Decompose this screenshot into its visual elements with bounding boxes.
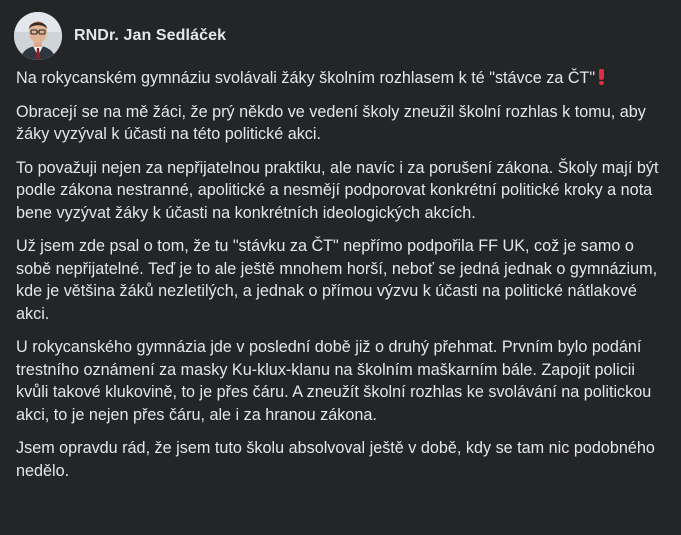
post-body bbox=[16, 67, 671, 493]
post-paragraph: Jsem opravdu rád, že jsem tuto školu absolvoval ještě v době, kdy se tam nic podobného nedělo. bbox=[16, 439, 655, 480]
post-paragraph: Už jsem zde psal o tom, že tu "stávku za ČT" nepřímo podpořila FF UK, což je samo o sobě nepřijatelné. Teď je to ale ještě mnohem horší, neboť se jedná jednak o gymnázium, kde je většina žáků nezletilých, a jednak o přímou výzvu k účasti na politické nátlakové akci. bbox=[16, 237, 658, 323]
post-paragraph: U rokycanského gymnázia jde v poslední době již o druhý přehmat. Prvním bylo podání trestního oznámení za masky Ku-klux-klanu na školním maškarním bále. Zapojit policii kvůli takové klukovině, to je přes čáru. A zneužít školní rozhlas ke svolávání na politickou akci, to je nejen přes čáru, ale i za hranou zákona. bbox=[16, 338, 652, 424]
author-name[interactable]: RNDr. Jan Sedláček bbox=[74, 27, 227, 44]
post-paragraph: To považuji nejen za nepřijatelnou praktiku, ale navíc i za porušení zákona. Školy mají být podle zákona nestranné, apolitické a nesmějí podporovat konkrétní politické kroky a nota bene vyzývat žáky k účasti na konkrétních ideologických akcích. bbox=[16, 158, 659, 222]
post-paragraph bbox=[16, 67, 671, 90]
avatar[interactable] bbox=[14, 12, 62, 60]
post-header bbox=[14, 12, 226, 60]
post-paragraph: Obracejí se na mě žáci, že prý někdo ve vedení školy zneužil školní rozhlas k tomu, aby žáky vyzýval k účasti na této politické akci. bbox=[16, 102, 646, 143]
exclamation-mark-icon bbox=[599, 69, 604, 85]
paragraph-text: Na rokycanském gymnáziu svolávali žáky školním rozhlasem k té "stávce za ČT" bbox=[16, 69, 596, 87]
profile-photo-icon bbox=[14, 12, 62, 60]
